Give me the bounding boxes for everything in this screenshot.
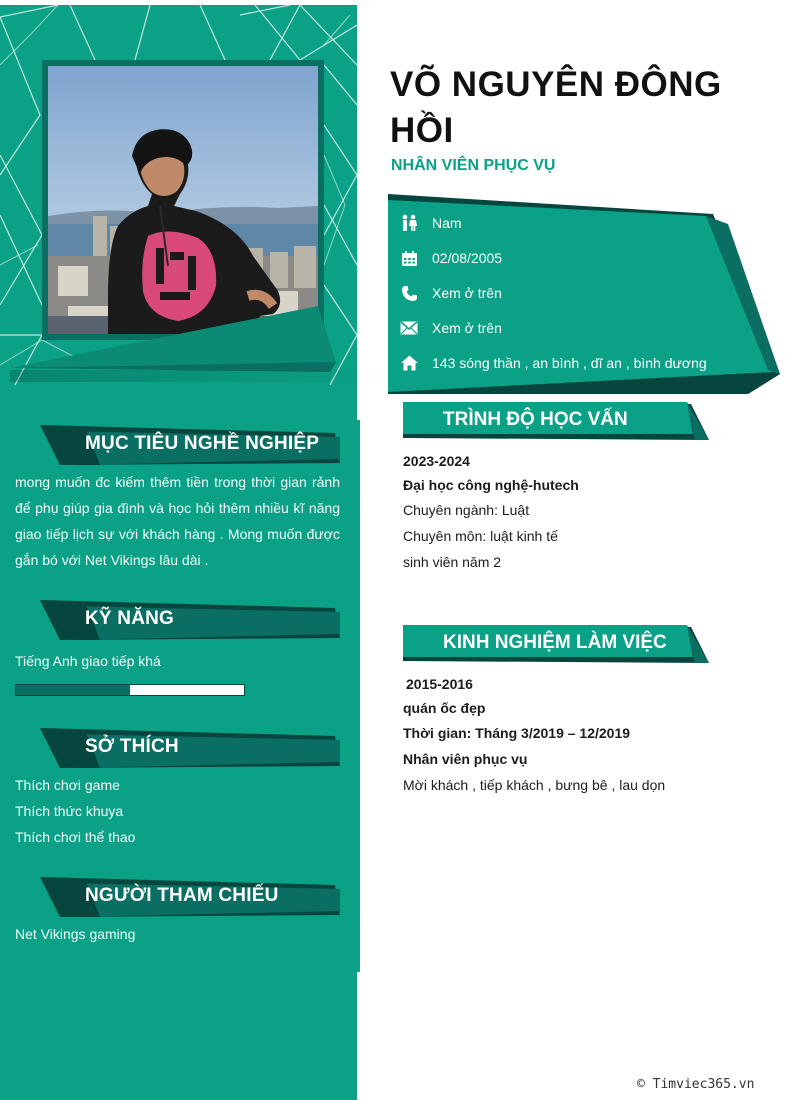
contact-info-box	[388, 194, 783, 399]
hobbies-heading-text: SỞ THÍCH	[85, 736, 179, 757]
copyright-footer: © Timviec365.vn	[637, 1077, 755, 1092]
education-major: Chuyên ngành: Luật	[403, 502, 530, 518]
education-heading	[403, 402, 713, 442]
objective-heading	[40, 425, 340, 465]
experience-time: Thời gian: Tháng 3/2019 – 12/2019	[403, 725, 631, 741]
experience-heading	[403, 625, 713, 665]
mail-icon	[398, 317, 420, 339]
education-heading-text: TRÌNH ĐỘ HỌC VẤN	[443, 409, 628, 430]
skill-level-bar	[15, 684, 245, 696]
contact-phone	[398, 280, 502, 306]
experience-company: quán ốc đẹp	[403, 700, 486, 716]
contact-email	[398, 315, 502, 341]
skill-level-fill	[16, 685, 130, 695]
education-note: sinh viên năm 2	[403, 554, 502, 570]
contact-birthday	[398, 245, 502, 271]
gender-icon	[398, 212, 420, 234]
hobbies-heading	[40, 728, 340, 768]
experience-description: Mời khách , tiếp khách , bưng bê , lau dọn	[403, 777, 666, 793]
candidate-name: VÕ NGUYÊN ĐÔNG HỒI	[390, 65, 722, 150]
hobby-item: Thích chơi thể thao	[15, 829, 136, 845]
skill-name: Tiếng Anh giao tiếp khá	[15, 653, 161, 669]
hobby-item: Thích chơi game	[15, 777, 120, 793]
education-specialty: Chuyên môn: luật kinh tế	[403, 528, 558, 544]
references-heading	[40, 877, 340, 917]
education-school: Đại học công nghệ-hutech	[403, 477, 579, 493]
phone-text: Xem ở trên	[432, 285, 502, 301]
experience-heading-text: KINH NGHIỆM LÀM VIỆC	[443, 632, 667, 653]
left-column-extension	[355, 420, 360, 972]
references-heading-text: NGƯỜI THAM CHIẾU	[85, 885, 279, 906]
objective-heading-text: MỤC TIÊU NGHỀ NGHIỆP	[85, 433, 320, 454]
contact-gender	[398, 210, 462, 236]
objective-text: mong muốn đc kiếm thêm tiền trong thời gian rảnh để phụ giúp gia đình và học hỏi thêm nhiều kĩ năng giao tiếp lịch sự với khách hàng . Mong muốn được gắn bó với Net Vikings lâu dài .	[15, 474, 340, 568]
skills-heading-text: KỸ NĂNG	[85, 608, 175, 629]
email-text: Xem ở trên	[432, 320, 502, 336]
gender-text: Nam	[432, 215, 462, 231]
birthday-text: 02/08/2005	[432, 250, 503, 266]
experience-period: 2015-2016	[406, 676, 473, 692]
calendar-icon	[398, 247, 420, 269]
experience-position: Nhân viên phục vụ	[403, 751, 528, 767]
education-period: 2023-2024	[403, 453, 470, 469]
profile-photo	[48, 66, 318, 334]
skills-heading	[40, 600, 340, 640]
profile-photo-frame	[42, 60, 324, 340]
job-title: NHÂN VIÊN PHỤC VỤ	[391, 157, 556, 174]
address-text: 143 sóng thần , an bình , dĩ an , bình dương	[432, 355, 707, 371]
hobby-item: Thích thức khuya	[15, 803, 124, 819]
references-text: Net Vikings gaming	[15, 926, 136, 942]
contact-address	[398, 350, 707, 376]
phone-icon	[398, 282, 420, 304]
home-icon	[398, 352, 420, 374]
